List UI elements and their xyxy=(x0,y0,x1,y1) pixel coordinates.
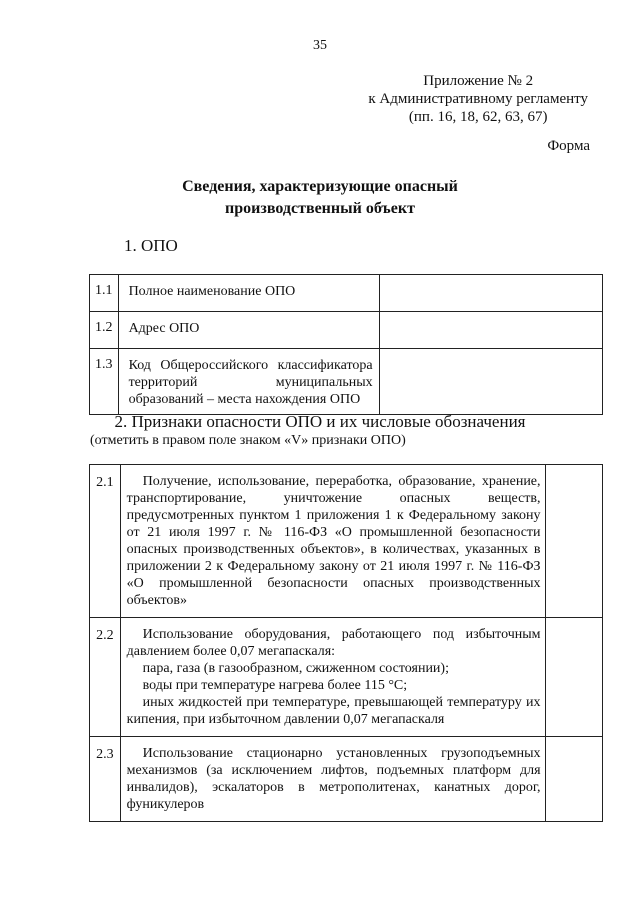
row-number: 1.2 xyxy=(90,312,119,349)
value-field-oktmo-code[interactable] xyxy=(379,349,602,415)
list-item: воды при температуре нагрева более 115 °С; xyxy=(142,678,408,693)
page-number: 35 xyxy=(313,38,327,53)
table-row xyxy=(90,618,603,737)
row-number: 2.1 xyxy=(90,465,121,618)
row-number: 2.2 xyxy=(90,618,121,737)
value-field-address[interactable] xyxy=(379,312,602,349)
appendix-line-3: (пп. 16, 18, 62, 63, 67) xyxy=(408,109,548,125)
row-label: Код Общероссийского классификатора территорий муниципальных образований – места нахождения ОПО xyxy=(118,349,379,415)
list-item: пара, газа (в газообразном, сжиженном состоянии); xyxy=(142,661,449,676)
row-number: 2.3 xyxy=(90,737,121,822)
appendix-line-1: Приложение № 2 xyxy=(423,73,534,89)
check-field-2-3[interactable] xyxy=(545,737,602,822)
table-row xyxy=(90,312,603,349)
value-field-full-name[interactable] xyxy=(379,275,602,312)
row-description: Использование оборудования, работающего под избыточным давлением более 0,07 мегапаскаля: xyxy=(126,627,541,659)
row-text xyxy=(120,737,545,822)
title-line-2: производственный объект xyxy=(225,200,415,217)
hazard-signs-table xyxy=(89,464,603,822)
list-item: иных жидкостей при температуре, превышающей температуру их кипения, при избыточном давлении 0,07 мегапаскаля xyxy=(126,695,541,727)
form-label: Форма xyxy=(547,138,590,154)
row-description: Получение, использование, переработка, образование, хранение, транспортирование, уничтожение опасных веществ, предусмотренных пунктом 1 приложения 1 к Федеральному закону от 21 июля 1997 г. № 116-ФЗ «О промышленной безопасности опасных производственных объектов», в количествах, указанных в приложении 2 к Федеральному закону от 21 июля 1997 г. № 116-ФЗ «О промышленной безопасности опасных производственных объектов» xyxy=(126,474,541,608)
section-1-heading: 1. ОПО xyxy=(124,236,178,255)
table-row xyxy=(90,275,603,312)
appendix-header xyxy=(368,72,588,126)
appendix-line-2: к Административному регламенту xyxy=(368,91,588,107)
section-2-subheading: (отметить в правом поле знаком «V» признаки ОПО) xyxy=(90,433,406,448)
row-number: 1.1 xyxy=(90,275,119,312)
check-field-2-2[interactable] xyxy=(545,618,602,737)
title-line-1: Сведения, характеризующие опасный xyxy=(182,178,458,195)
row-label: Полное наименование ОПО xyxy=(118,275,379,312)
row-number: 1.3 xyxy=(90,349,119,415)
row-text xyxy=(120,618,545,737)
table-row xyxy=(90,349,603,415)
table-row xyxy=(90,737,603,822)
document-title xyxy=(0,176,640,220)
section-2-heading: 2. Признаки опасности ОПО и их числовые обозначения xyxy=(114,412,526,431)
table-row xyxy=(90,465,603,618)
row-text xyxy=(120,465,545,618)
opo-table xyxy=(89,274,603,415)
check-field-2-1[interactable] xyxy=(545,465,602,618)
row-description: Использование стационарно установленных грузоподъемных механизмов (за исключением лифтов, подъемных платформ для инвалидов), эскалаторов в метрополитенах, канатных дорог, фуникулеров xyxy=(126,746,541,812)
row-label: Адрес ОПО xyxy=(118,312,379,349)
